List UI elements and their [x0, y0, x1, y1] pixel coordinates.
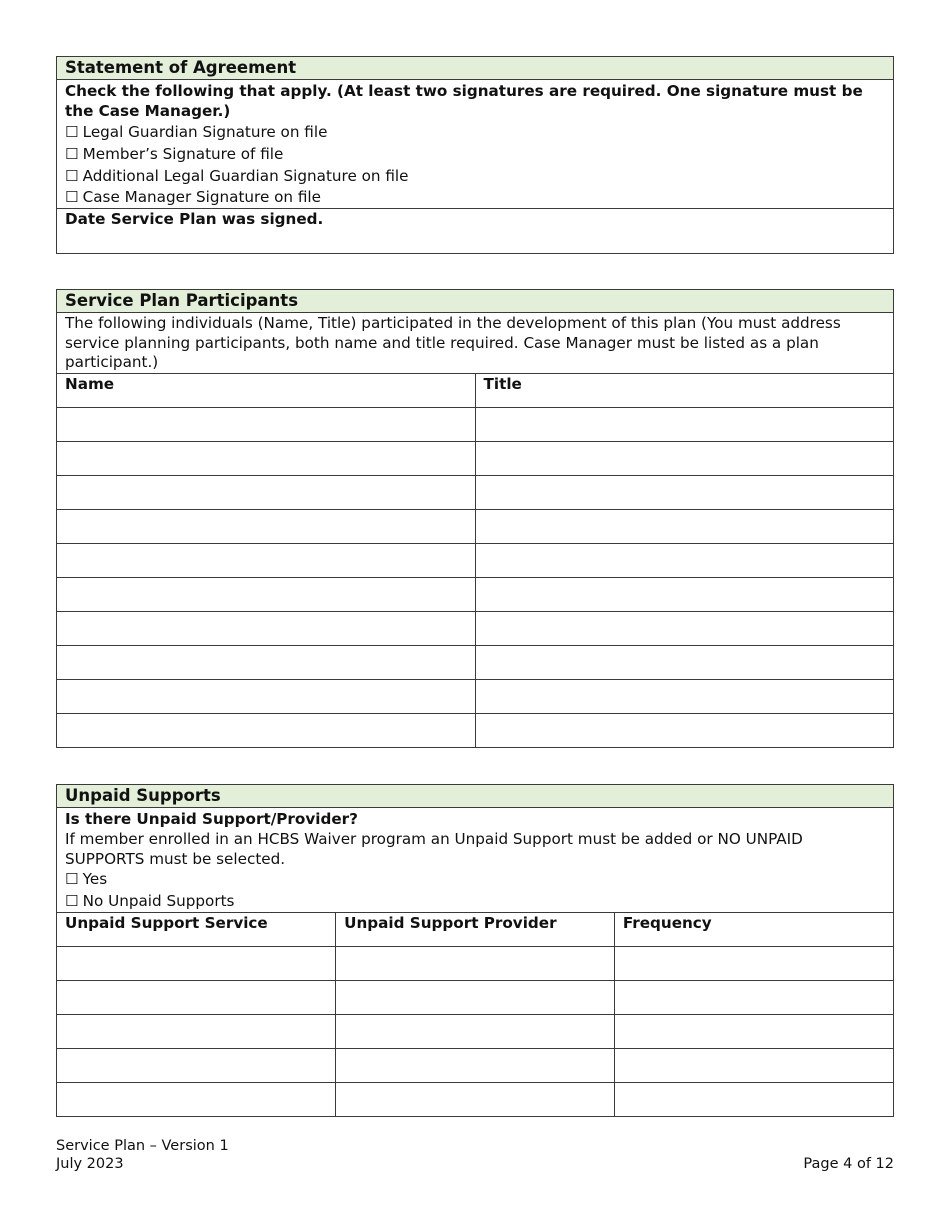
title-cell[interactable] — [475, 510, 893, 544]
unpaid-supports-table — [57, 912, 893, 1116]
checkbox-icon[interactable]: ☐ — [65, 145, 79, 163]
table-row — [57, 612, 893, 646]
table-row — [57, 578, 893, 612]
checkbox-case-manager[interactable] — [57, 187, 893, 208]
title-cell[interactable] — [475, 476, 893, 510]
checkbox-label: Case Manager Signature on file — [82, 188, 321, 206]
participants-table — [57, 373, 893, 747]
provider-cell[interactable] — [336, 981, 615, 1015]
service-cell[interactable] — [57, 947, 336, 981]
checkbox-label: Yes — [82, 870, 108, 888]
frequency-column-header: Frequency — [614, 913, 893, 947]
name-cell[interactable] — [57, 408, 475, 442]
checkbox-icon[interactable]: ☐ — [65, 870, 79, 888]
title-cell[interactable] — [475, 442, 893, 476]
agreement-instruction: Check the following that apply. (At least two signatures are required. One signature must be the Case Manager.) — [65, 82, 863, 120]
service-cell[interactable] — [57, 1015, 336, 1049]
date-signed-label: Date Service Plan was signed. — [65, 210, 324, 228]
checkbox-member-signature[interactable] — [57, 143, 893, 165]
checkbox-label: No Unpaid Supports — [82, 892, 235, 910]
title-cell[interactable] — [475, 680, 893, 714]
title-cell[interactable] — [475, 646, 893, 680]
name-cell[interactable] — [57, 442, 475, 476]
page-footer — [56, 1137, 894, 1173]
table-row — [57, 680, 893, 714]
table-row — [57, 1083, 893, 1117]
name-column-header: Name — [57, 374, 475, 408]
frequency-cell[interactable] — [614, 1049, 893, 1083]
table-row — [57, 1015, 893, 1049]
provider-cell[interactable] — [336, 947, 615, 981]
date-signed-field[interactable] — [57, 208, 893, 253]
title-column-header: Title — [475, 374, 893, 408]
provider-column-header: Unpaid Support Provider — [336, 913, 615, 947]
name-cell[interactable] — [57, 714, 475, 748]
checkbox-icon[interactable]: ☐ — [65, 892, 79, 910]
table-row — [57, 714, 893, 748]
table-row — [57, 981, 893, 1015]
frequency-cell[interactable] — [614, 947, 893, 981]
name-cell[interactable] — [57, 510, 475, 544]
checkbox-additional-guardian[interactable] — [57, 165, 893, 187]
table-row — [57, 442, 893, 476]
frequency-cell[interactable] — [614, 1083, 893, 1117]
checkbox-yes[interactable] — [57, 869, 893, 890]
title-cell[interactable] — [475, 612, 893, 646]
title-cell[interactable] — [475, 408, 893, 442]
service-cell[interactable] — [57, 1083, 336, 1117]
provider-cell[interactable] — [336, 1049, 615, 1083]
name-cell[interactable] — [57, 612, 475, 646]
frequency-cell[interactable] — [614, 1015, 893, 1049]
footer-doc-title: Service Plan – Version 1 — [56, 1138, 229, 1154]
checkbox-no-unpaid-supports[interactable] — [57, 890, 893, 912]
footer-date: July 2023 — [56, 1156, 124, 1172]
checkbox-icon[interactable]: ☐ — [65, 188, 79, 206]
name-cell[interactable] — [57, 646, 475, 680]
footer-page-number: Page 4 of 12 — [803, 1156, 894, 1172]
unpaid-supports-section — [56, 784, 894, 1117]
title-cell[interactable] — [475, 714, 893, 748]
title-cell[interactable] — [475, 578, 893, 612]
table-row — [57, 408, 893, 442]
unpaid-note: If member enrolled in an HCBS Waiver program an Unpaid Support must be added or NO UNPAID SUPPORTS must be selected. — [65, 830, 803, 868]
title-cell[interactable] — [475, 544, 893, 578]
table-row — [57, 544, 893, 578]
table-row — [57, 646, 893, 680]
statement-of-agreement-title: Statement of Agreement — [57, 57, 893, 80]
checkbox-icon[interactable]: ☐ — [65, 123, 79, 141]
checkbox-label: Legal Guardian Signature on file — [82, 123, 328, 141]
provider-cell[interactable] — [336, 1015, 615, 1049]
checkbox-legal-guardian[interactable] — [57, 121, 893, 143]
table-row — [57, 510, 893, 544]
name-cell[interactable] — [57, 476, 475, 510]
checkbox-label: Member’s Signature of file — [82, 145, 284, 163]
provider-cell[interactable] — [336, 1083, 615, 1117]
name-cell[interactable] — [57, 578, 475, 612]
frequency-cell[interactable] — [614, 981, 893, 1015]
checkbox-label: Additional Legal Guardian Signature on file — [82, 167, 409, 185]
service-column-header: Unpaid Support Service — [57, 913, 336, 947]
name-cell[interactable] — [57, 544, 475, 578]
name-cell[interactable] — [57, 680, 475, 714]
checkbox-icon[interactable]: ☐ — [65, 167, 79, 185]
unpaid-supports-title: Unpaid Supports — [57, 785, 893, 808]
table-row — [57, 947, 893, 981]
table-row — [57, 1049, 893, 1083]
participants-title: Service Plan Participants — [57, 290, 893, 313]
statement-of-agreement-section — [56, 56, 894, 254]
service-cell[interactable] — [57, 1049, 336, 1083]
unpaid-question: Is there Unpaid Support/Provider? — [65, 810, 358, 828]
service-plan-participants-section — [56, 289, 894, 748]
participants-intro: The following individuals (Name, Title) participated in the development of this plan (You must address service planning participants, both name and title required. Case Manager must be listed as a plan participant.) — [65, 314, 841, 371]
service-cell[interactable] — [57, 981, 336, 1015]
table-row — [57, 476, 893, 510]
